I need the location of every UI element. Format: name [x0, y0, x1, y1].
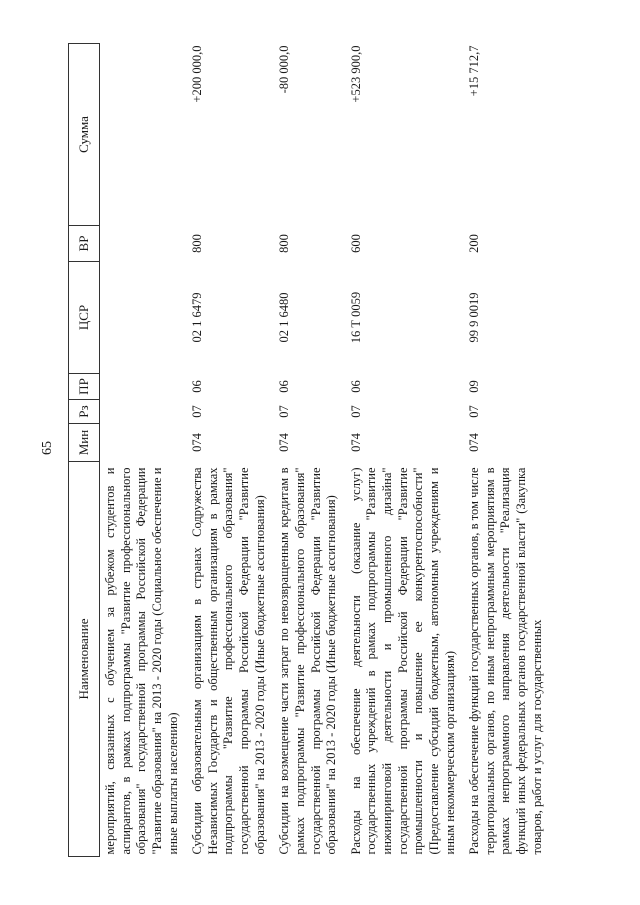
- row-sum: [100, 44, 188, 226]
- row-name: мероприятий, связанных с обучением за рубежом студентов и аспирантов, в рамках подпрограммы "Развитие профессионального образования" государственной программы Российской Федерации "Развитие образования" на 2013 - 2020 годы (Социальное обеспечение и иные выплаты населению): [103, 467, 180, 855]
- row-min: 074: [348, 433, 363, 452]
- table-row: [346, 44, 464, 857]
- row-vr: 800: [277, 234, 292, 253]
- header-rz: Рз: [69, 400, 100, 424]
- table-row: [464, 44, 551, 857]
- row-vr: 600: [348, 234, 363, 253]
- header-vr: ВР: [69, 226, 100, 262]
- page-number: 65: [40, 441, 55, 455]
- row-name: Расходы на обеспечение деятельности (оказание услуг) государственных учреждений в рамках подпрограммы "Развитие инжиниринговой деятельности и промышленного дизайна" государственной программы Российской Федерации "Развитие промышленности и повышение ее конкурентоспособности" (Предоставление субсидий бюджетным, автономным учреждениям и иным некоммерческим организациям): [348, 467, 457, 855]
- header-sum: Сумма: [69, 44, 100, 226]
- row-name: Субсидии на возмещение части затрат по невозвращенным кредитам в рамках подпрограммы "Развитие профессионального образования" государственной программы Российской Федерации "Развитие образования" на 2013 - 2020 годы (Иные бюджетные ассигнования): [277, 467, 339, 855]
- rotated-page-content: [68, 44, 588, 857]
- row-sum: -80 000,0: [277, 45, 292, 94]
- table-row: [100, 44, 188, 857]
- row-vr: 200: [467, 234, 482, 253]
- row-sum: +200 000,0: [190, 45, 205, 103]
- row-csr: [100, 262, 188, 374]
- table-row: [187, 44, 274, 857]
- row-rz: 07: [467, 405, 482, 418]
- row-csr: 16 Т 0059: [348, 291, 363, 344]
- row-rz: [100, 400, 188, 424]
- row-rz: 07: [348, 405, 363, 418]
- row-name: Субсидии образовательным организациям в странах Содружества Независимых Государств и общественным организациям в рамках подпрограммы "Развитие профессионального образования" государственной программы Российской Федерации "Развитие образования" на 2013 - 2020 годы (Иные бюджетные ассигнования): [190, 467, 267, 855]
- row-csr: 99 9 0019: [467, 292, 482, 343]
- row-name: Расходы на обеспечение функций государственных органов, в том числе территориальных органов, по иным непрограммным мероприятиям в рамках непрограммного направления деятельности "Реализация функций иных федеральных органов государственной власти" (Закупка товаров, работ и услуг для государственных: [467, 467, 544, 855]
- row-min: 074: [277, 433, 292, 452]
- table-header-row: [69, 44, 100, 857]
- row-pr: 09: [467, 380, 482, 393]
- row-csr: 02 1 6480: [277, 292, 292, 343]
- header-csr: ЦСР: [69, 262, 100, 374]
- row-pr: 06: [277, 380, 292, 393]
- budget-table: [68, 43, 551, 857]
- row-vr: 800: [190, 234, 205, 253]
- row-min: 074: [467, 433, 482, 452]
- row-sum: +15 712,7: [467, 45, 482, 97]
- table-row: [274, 44, 346, 857]
- row-rz: 07: [190, 405, 205, 418]
- row-rz: 07: [277, 405, 292, 418]
- row-vr: [100, 226, 188, 262]
- row-pr: 06: [190, 380, 205, 393]
- header-pr: ПР: [69, 374, 100, 400]
- row-pr: 06: [348, 380, 363, 393]
- row-csr: 02 1 6479: [190, 292, 205, 343]
- row-sum: +523 900,0: [348, 45, 363, 103]
- row-min: [100, 424, 188, 462]
- header-min: Мин: [69, 424, 100, 462]
- header-name: Наименование: [69, 462, 100, 857]
- row-pr: [100, 374, 188, 400]
- row-min: 074: [190, 433, 205, 452]
